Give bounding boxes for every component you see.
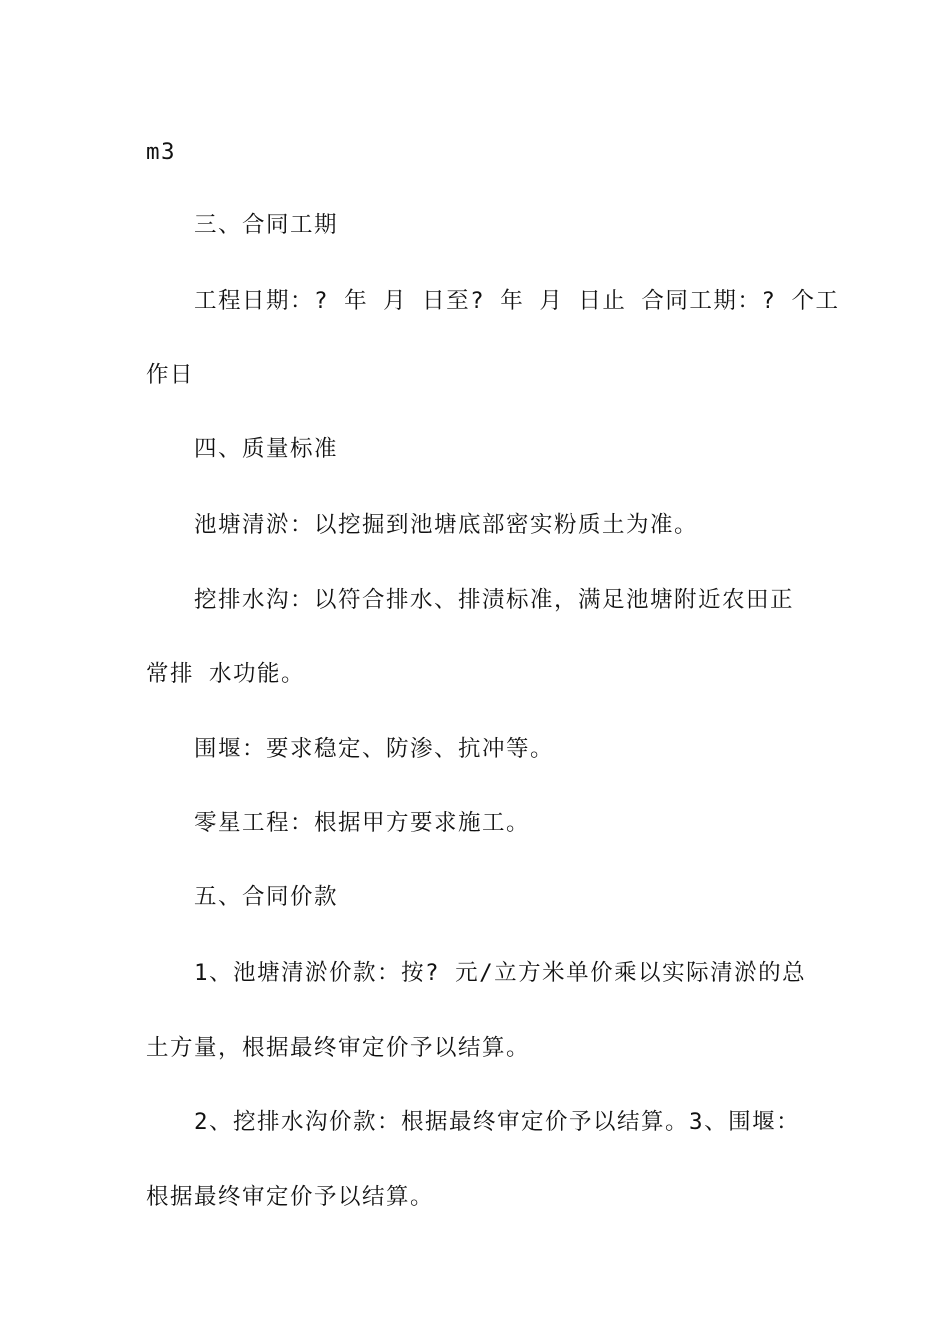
paragraph-misc-works: 零星工程：根据甲方要求施工。 [194,810,531,836]
paragraph-price-item-1: 1、池塘清淤价款：按? 元/立方米单价乘以实际清淤的总 [194,960,807,986]
unit-text: m3 [146,139,177,165]
section-heading-contract-price: 五、合同价款 [194,884,339,910]
paragraph-price-item-2-3: 2、挖排水沟价款：根据最终审定价予以结算。3、围堰： [194,1109,801,1135]
paragraph-project-dates-cont: 作日 [146,362,195,388]
paragraph-drainage-ditch-cont: 常排 水功能。 [146,661,306,687]
paragraph-project-dates: 工程日期：? 年 月 日至? 年 月 日止 合同工期：? 个工 [194,288,840,314]
paragraph-pond-dredging: 池塘清淤：以挖掘到池塘底部密实粉质土为准。 [194,512,699,538]
paragraph-price-item-3-cont: 根据最终审定价予以结算。 [146,1184,435,1210]
section-heading-quality-standard: 四、质量标准 [194,436,339,462]
paragraph-cofferdam: 围堰：要求稳定、防渗、抗冲等。 [194,736,555,762]
section-heading-contract-period: 三、合同工期 [194,212,339,238]
paragraph-price-item-1-cont: 土方量，根据最终审定价予以结算。 [146,1035,531,1061]
paragraph-drainage-ditch: 挖排水沟：以符合排水、排渍标准，满足池塘附近农田正 [194,587,795,613]
